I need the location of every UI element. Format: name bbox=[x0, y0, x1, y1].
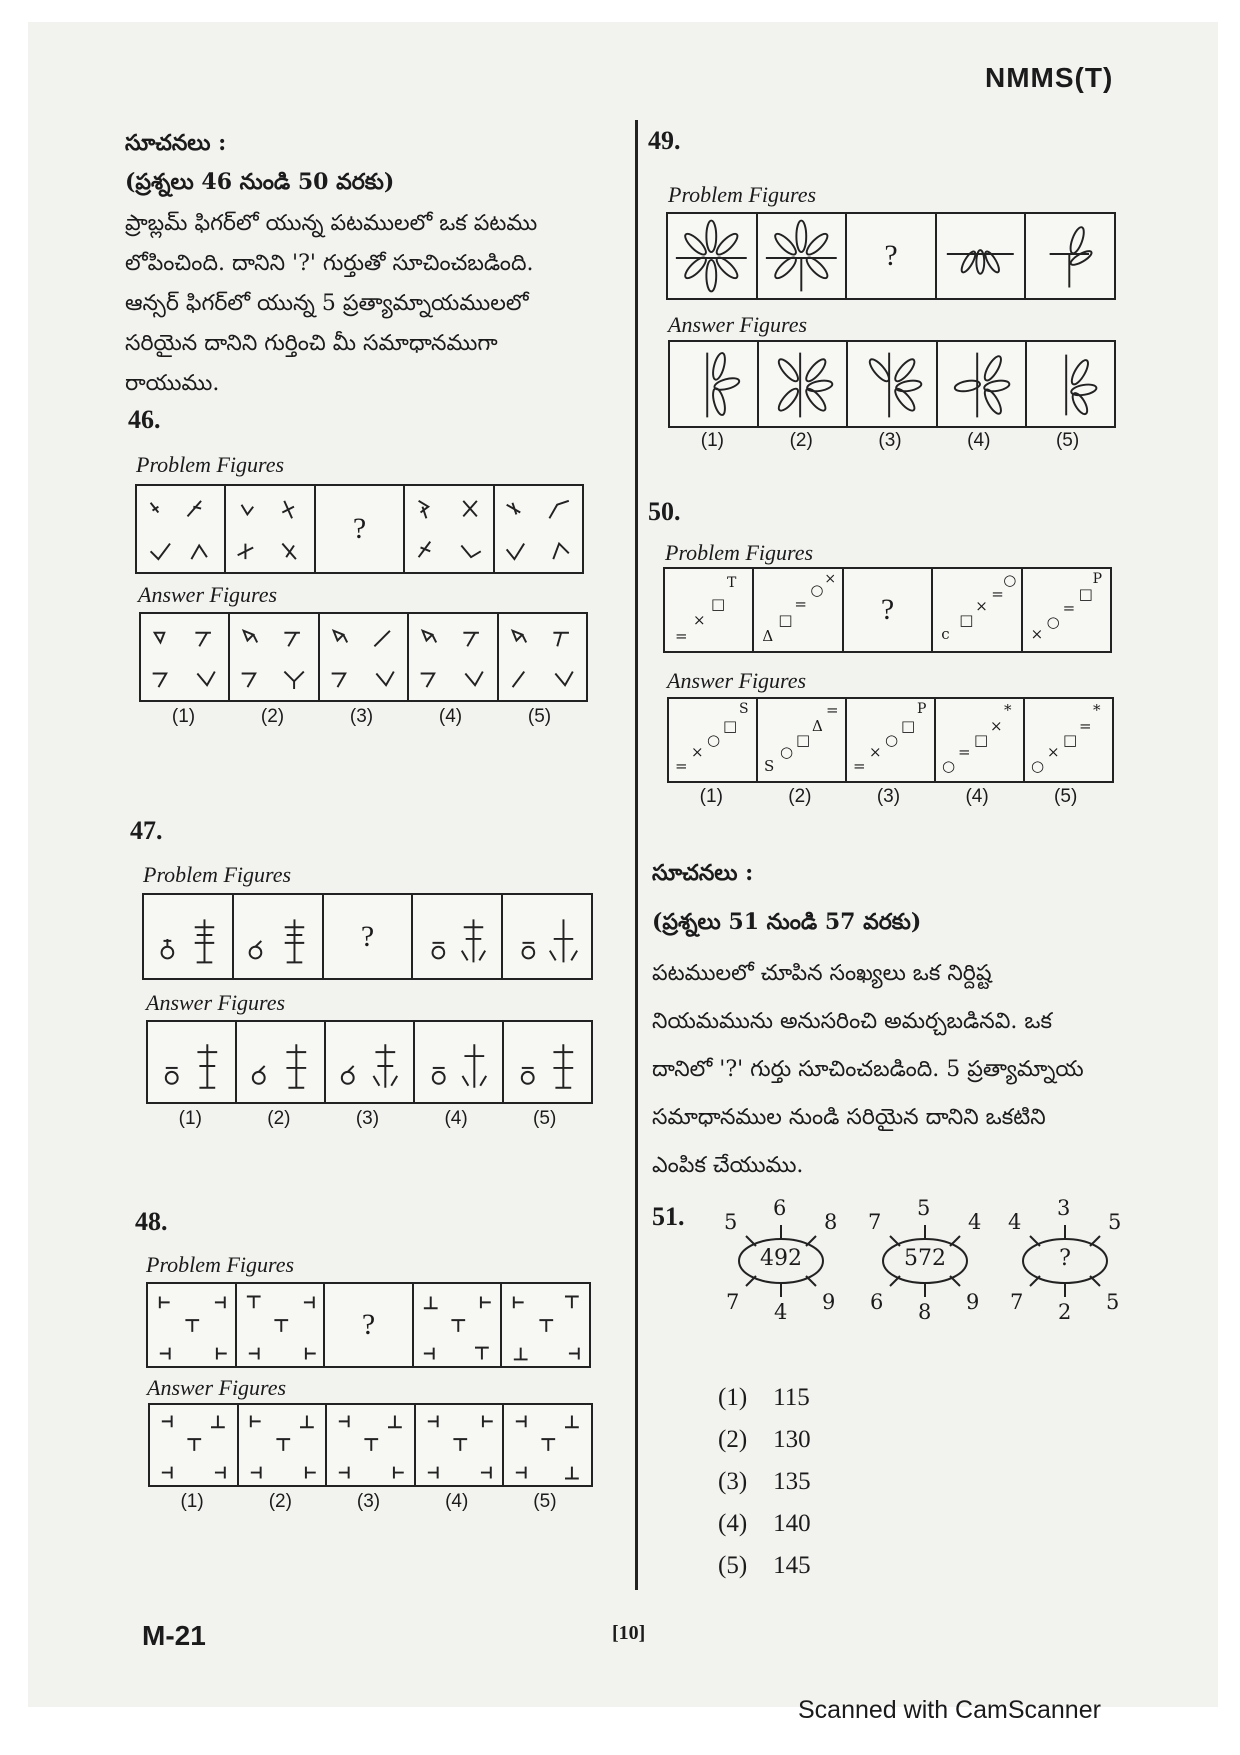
symbol: ○ bbox=[942, 757, 956, 775]
instruction-line: లోపించింది. దానిని '?' గుర్తుతో సూచించబడింది. bbox=[125, 251, 534, 276]
q46-problem-figure-5 bbox=[495, 486, 582, 572]
lower-right-value: 5 bbox=[1106, 1290, 1120, 1314]
q51-option-2[interactable] bbox=[718, 1426, 811, 1454]
q51-option-4[interactable] bbox=[718, 1510, 811, 1538]
symbol: = bbox=[794, 595, 807, 613]
instruction-line: ప్రాబ్లమ్ ఫిగర్‌లో యున్న పటములలో ఒక పటము bbox=[125, 211, 538, 236]
scanner-watermark: Scanned with CamScanner bbox=[798, 1696, 1101, 1724]
symbol: □ bbox=[901, 717, 916, 735]
answer-label: (5) bbox=[533, 1108, 557, 1129]
bottom-value: 4 bbox=[774, 1300, 788, 1324]
q51-figure-2 bbox=[860, 1196, 990, 1326]
upper-right-value: 5 bbox=[1108, 1210, 1122, 1234]
instructions-range: (ప్రశ్నలు 46 నుండి 50 వరకు) bbox=[125, 169, 395, 195]
symbol: T bbox=[727, 575, 737, 591]
instruction-line: పటములలో చూపిన సంఖ్యలు ఒక నిర్దిష్ట bbox=[652, 961, 992, 986]
option-value: 115 bbox=[773, 1384, 810, 1411]
symbol: × bbox=[1047, 743, 1060, 761]
problem-figures-caption: Problem Figures bbox=[143, 862, 292, 887]
q50-answer-strip[interactable] bbox=[667, 697, 1114, 783]
top-value: 5 bbox=[917, 1196, 931, 1220]
instructions-title: సూచనలు : bbox=[125, 130, 227, 156]
q47-problem-figure-1 bbox=[144, 895, 234, 978]
q46-problem-figure-4 bbox=[405, 486, 494, 572]
answer-label: (3) bbox=[876, 786, 901, 807]
q46-problem-figure-1 bbox=[137, 486, 226, 572]
q48-answer-option-1[interactable] bbox=[150, 1405, 239, 1485]
symbol: = bbox=[958, 743, 971, 761]
q47-answer-option-5[interactable] bbox=[504, 1022, 591, 1102]
answer-label: (1) bbox=[699, 786, 723, 807]
missing-figure-mark: ? bbox=[880, 593, 895, 626]
problem-figures-caption: Problem Figures bbox=[668, 182, 817, 207]
q48-problem-figure-4 bbox=[414, 1284, 503, 1366]
q46-answer-labels bbox=[139, 706, 584, 728]
answer-label: (2) bbox=[789, 430, 813, 451]
question-number-48: 48. bbox=[135, 1207, 168, 1236]
option-label: (5) bbox=[718, 1552, 748, 1579]
symbol: ○ bbox=[780, 743, 794, 761]
option-value: 130 bbox=[773, 1426, 811, 1453]
q50-answer-option-2[interactable] bbox=[758, 699, 847, 781]
symbol: × bbox=[1030, 625, 1044, 643]
q46-problem-figure-3 bbox=[316, 486, 405, 572]
q48-answer-strip[interactable] bbox=[148, 1403, 593, 1487]
answer-label: (3) bbox=[349, 706, 374, 727]
q50-answer-labels bbox=[667, 786, 1110, 808]
symbol: Δ bbox=[812, 717, 823, 735]
top-value: 3 bbox=[1057, 1196, 1071, 1220]
symbol: = bbox=[991, 585, 1004, 603]
answer-label: (1) bbox=[700, 430, 725, 451]
symbol: S bbox=[739, 701, 749, 717]
answer-label: (5) bbox=[527, 706, 552, 727]
q48-answer-option-5[interactable] bbox=[504, 1405, 591, 1485]
booklet-code: M-21 bbox=[142, 1620, 206, 1651]
center-value: 572 bbox=[904, 1246, 946, 1271]
q49-answer-option-4[interactable] bbox=[938, 342, 1027, 426]
upper-right-value: 4 bbox=[968, 1210, 982, 1234]
bottom-value: 8 bbox=[918, 1300, 932, 1324]
q47-answer-strip[interactable] bbox=[146, 1020, 593, 1104]
symbol: × bbox=[975, 597, 988, 615]
answer-figures-caption: Answer Figures bbox=[138, 582, 278, 607]
lower-right-value: 9 bbox=[822, 1290, 836, 1314]
instruction-line: సరియైన దానిని గుర్తించి మీ సమాధానముగా bbox=[125, 331, 498, 356]
upper-left-value: 4 bbox=[1008, 1210, 1022, 1234]
option-value: 145 bbox=[773, 1552, 811, 1579]
instructions-block-46-50 bbox=[125, 130, 620, 404]
q48-problem-figure-2 bbox=[237, 1284, 326, 1366]
symbol: = bbox=[853, 757, 866, 775]
answer-label: (4) bbox=[438, 706, 463, 727]
lower-left-value: 7 bbox=[726, 1290, 740, 1314]
lower-right-value: 9 bbox=[966, 1290, 980, 1314]
q47-answer-labels bbox=[146, 1108, 589, 1130]
symbol: □ bbox=[711, 595, 726, 613]
answer-figures-caption: Answer Figures bbox=[668, 312, 808, 337]
symbol: ○ bbox=[810, 581, 824, 599]
instructions-title: సూచనలు : bbox=[652, 860, 754, 886]
symbol: ○ bbox=[1046, 613, 1060, 631]
q47-problem-strip bbox=[142, 893, 593, 980]
q46-problem-figure-2 bbox=[226, 486, 315, 572]
problem-figures-caption: Problem Figures bbox=[146, 1252, 295, 1277]
page-number: [10] bbox=[612, 1622, 646, 1644]
symbol: * bbox=[1093, 701, 1101, 719]
answer-label: (3) bbox=[355, 1108, 380, 1129]
question-number-50: 50. bbox=[648, 497, 681, 526]
exam-code: NMMS(T) bbox=[985, 62, 1114, 93]
q49-problem-figure-2 bbox=[758, 214, 848, 298]
q49-problem-figure-4 bbox=[937, 214, 1027, 298]
question-number-46: 46. bbox=[128, 405, 161, 434]
symbol: □ bbox=[1078, 585, 1093, 603]
symbol: □ bbox=[778, 611, 793, 629]
q50-problem-figure-1 bbox=[665, 569, 754, 651]
symbol: × bbox=[693, 611, 706, 629]
q46-answer-strip[interactable] bbox=[139, 612, 588, 702]
q50-problem-figure-5 bbox=[1023, 569, 1110, 651]
instruction-line: ఎంపిక చేయుము. bbox=[652, 1153, 804, 1178]
q47-problem-figure-4 bbox=[413, 895, 503, 978]
symbol: □ bbox=[723, 717, 738, 735]
symbol: × bbox=[869, 743, 882, 761]
q50-answer-option-3[interactable] bbox=[847, 699, 936, 781]
center-value: ? bbox=[1059, 1246, 1071, 1271]
answer-label: (3) bbox=[356, 1491, 381, 1512]
instructions-block-51-57 bbox=[652, 860, 1132, 1190]
q51-options bbox=[718, 1384, 811, 1594]
problem-figures-caption: Problem Figures bbox=[665, 540, 814, 565]
q49-problem-figure-5 bbox=[1026, 214, 1114, 298]
q50-answer-option-1[interactable] bbox=[669, 699, 758, 781]
q46-answer-option-2[interactable] bbox=[230, 614, 319, 700]
instruction-line: సమాధానముల నుండి సరియైన దానిని ఒకటిని bbox=[652, 1105, 1046, 1130]
symbol: ○ bbox=[1031, 757, 1045, 775]
symbol: × bbox=[990, 717, 1003, 735]
instructions-range: (ప్రశ్నలు 51 నుండి 57 వరకు) bbox=[652, 909, 922, 935]
q51-option-1[interactable] bbox=[718, 1384, 811, 1412]
q48-answer-option-4[interactable] bbox=[416, 1405, 505, 1485]
instruction-line: నియమమును అనుసరించి అమర్చబడినవి. ఒక bbox=[652, 1009, 1052, 1034]
q46-answer-option-3[interactable] bbox=[320, 614, 409, 700]
option-value: 135 bbox=[773, 1468, 811, 1495]
q49-answer-option-5[interactable] bbox=[1027, 342, 1114, 426]
symbol: P bbox=[1092, 571, 1103, 587]
q49-answer-strip[interactable] bbox=[668, 340, 1116, 428]
upper-left-value: 7 bbox=[868, 1210, 882, 1234]
q51-figure-1 bbox=[716, 1196, 846, 1326]
question-number-51: 51. bbox=[652, 1202, 685, 1231]
answer-figures-caption: Answer Figures bbox=[147, 1375, 287, 1400]
q48-problem-figure-1 bbox=[148, 1284, 237, 1366]
upper-right-value: 8 bbox=[824, 1210, 838, 1234]
q47-problem-figure-2 bbox=[234, 895, 324, 978]
q47-answer-option-2[interactable] bbox=[237, 1022, 326, 1102]
q49-problem-strip bbox=[666, 212, 1116, 300]
q47-answer-option-4[interactable] bbox=[415, 1022, 504, 1102]
answer-label: (2) bbox=[788, 786, 812, 807]
column-divider bbox=[635, 120, 638, 1590]
symbol: S bbox=[764, 757, 775, 775]
q51-figure-3 bbox=[1000, 1196, 1130, 1326]
symbol: c bbox=[941, 625, 950, 643]
answer-label: (2) bbox=[268, 1491, 292, 1512]
symbol: × bbox=[691, 743, 704, 761]
answer-figures-caption: Answer Figures bbox=[146, 990, 286, 1015]
q49-answer-labels bbox=[668, 430, 1112, 452]
q49-answer-option-1[interactable] bbox=[670, 342, 759, 426]
q46-answer-option-5[interactable] bbox=[499, 614, 586, 700]
symbol: □ bbox=[959, 611, 974, 629]
answer-label: (3) bbox=[878, 430, 902, 451]
q47-answer-option-3[interactable] bbox=[326, 1022, 415, 1102]
answer-label: (1) bbox=[171, 706, 196, 727]
q49-answer-option-3[interactable] bbox=[848, 342, 937, 426]
answer-figures-caption: Answer Figures bbox=[667, 668, 807, 693]
option-label: (2) bbox=[718, 1426, 748, 1453]
symbol: P bbox=[917, 701, 927, 717]
q51-option-5[interactable] bbox=[718, 1552, 811, 1580]
symbol: * bbox=[1004, 701, 1012, 719]
instruction-line: ఆన్సర్ ఫిగర్‌లో యున్న 5 ప్రత్యామ్నాయములలో bbox=[125, 291, 529, 316]
q49-problem-figure-1 bbox=[668, 214, 758, 298]
answer-label: (2) bbox=[267, 1108, 291, 1129]
option-value: 140 bbox=[773, 1510, 811, 1537]
missing-figure-mark: ? bbox=[884, 239, 898, 272]
symbol: = bbox=[1062, 599, 1076, 617]
missing-figure-mark: ? bbox=[360, 919, 375, 953]
q50-answer-option-5[interactable] bbox=[1025, 699, 1112, 781]
problem-figures-caption: Problem Figures bbox=[136, 452, 285, 477]
symbol: = bbox=[826, 701, 839, 719]
q48-answer-labels bbox=[148, 1491, 589, 1513]
q48-answer-option-3[interactable] bbox=[327, 1405, 416, 1485]
answer-label: (2) bbox=[260, 706, 285, 727]
missing-figure-mark: ? bbox=[352, 512, 367, 545]
option-label: (3) bbox=[718, 1468, 748, 1495]
symbol: × bbox=[824, 571, 837, 587]
q47-answer-option-1[interactable] bbox=[148, 1022, 237, 1102]
q46-answer-option-4[interactable] bbox=[409, 614, 498, 700]
symbol: ○ bbox=[1003, 571, 1017, 589]
instruction-line: దానిలో '?' గుర్తు సూచించబడింది. 5 ప్రత్యామ్నాయ bbox=[652, 1057, 1084, 1082]
top-value: 6 bbox=[773, 1196, 787, 1220]
lower-left-value: 6 bbox=[870, 1290, 884, 1314]
upper-left-value: 5 bbox=[724, 1210, 738, 1234]
option-label: (4) bbox=[718, 1510, 748, 1537]
q50-problem-figure-4 bbox=[933, 569, 1022, 651]
answer-label: (4) bbox=[967, 430, 991, 451]
bottom-value: 2 bbox=[1058, 1300, 1072, 1324]
symbol: □ bbox=[974, 731, 989, 749]
symbol: = bbox=[675, 627, 688, 645]
q50-problem-figure-2 bbox=[754, 569, 843, 651]
q50-answer-option-4[interactable] bbox=[936, 699, 1025, 781]
q48-answer-option-2[interactable] bbox=[239, 1405, 328, 1485]
q49-answer-option-2[interactable] bbox=[759, 342, 848, 426]
q50-problem-strip bbox=[663, 567, 1112, 653]
q49-problem-figure-3 bbox=[847, 214, 937, 298]
q46-problem-strip bbox=[135, 484, 584, 574]
answer-label: (1) bbox=[180, 1491, 204, 1512]
symbol: = bbox=[675, 757, 688, 775]
answer-label: (4) bbox=[445, 1491, 469, 1512]
option-label: (1) bbox=[718, 1384, 748, 1411]
symbol: ○ bbox=[707, 731, 721, 749]
q48-problem-figure-5 bbox=[502, 1284, 589, 1366]
answer-label: (4) bbox=[444, 1108, 468, 1129]
question-number-49: 49. bbox=[648, 126, 681, 155]
symbol: = bbox=[1079, 717, 1092, 735]
lower-left-value: 7 bbox=[1010, 1290, 1024, 1314]
q46-answer-option-1[interactable] bbox=[141, 614, 230, 700]
q51-option-3[interactable] bbox=[718, 1468, 811, 1496]
answer-label: (5) bbox=[1055, 430, 1080, 451]
symbol: □ bbox=[1063, 731, 1078, 749]
answer-label: (4) bbox=[965, 786, 989, 807]
answer-label: (5) bbox=[533, 1491, 557, 1512]
symbol: Δ bbox=[762, 627, 774, 645]
symbol: ○ bbox=[885, 731, 899, 749]
question-number-47: 47. bbox=[130, 816, 163, 845]
answer-label: (1) bbox=[178, 1108, 202, 1129]
q50-problem-figure-3 bbox=[844, 569, 933, 651]
center-value: 492 bbox=[760, 1246, 802, 1271]
instruction-line: రాయుము. bbox=[125, 371, 220, 396]
q47-problem-figure-3 bbox=[324, 895, 414, 978]
answer-label: (5) bbox=[1054, 786, 1078, 807]
q48-problem-figure-3 bbox=[325, 1284, 414, 1366]
q47-problem-figure-5 bbox=[503, 895, 591, 978]
missing-figure-mark: ? bbox=[361, 1308, 376, 1341]
symbol: □ bbox=[796, 731, 811, 749]
q48-problem-strip bbox=[146, 1282, 591, 1368]
